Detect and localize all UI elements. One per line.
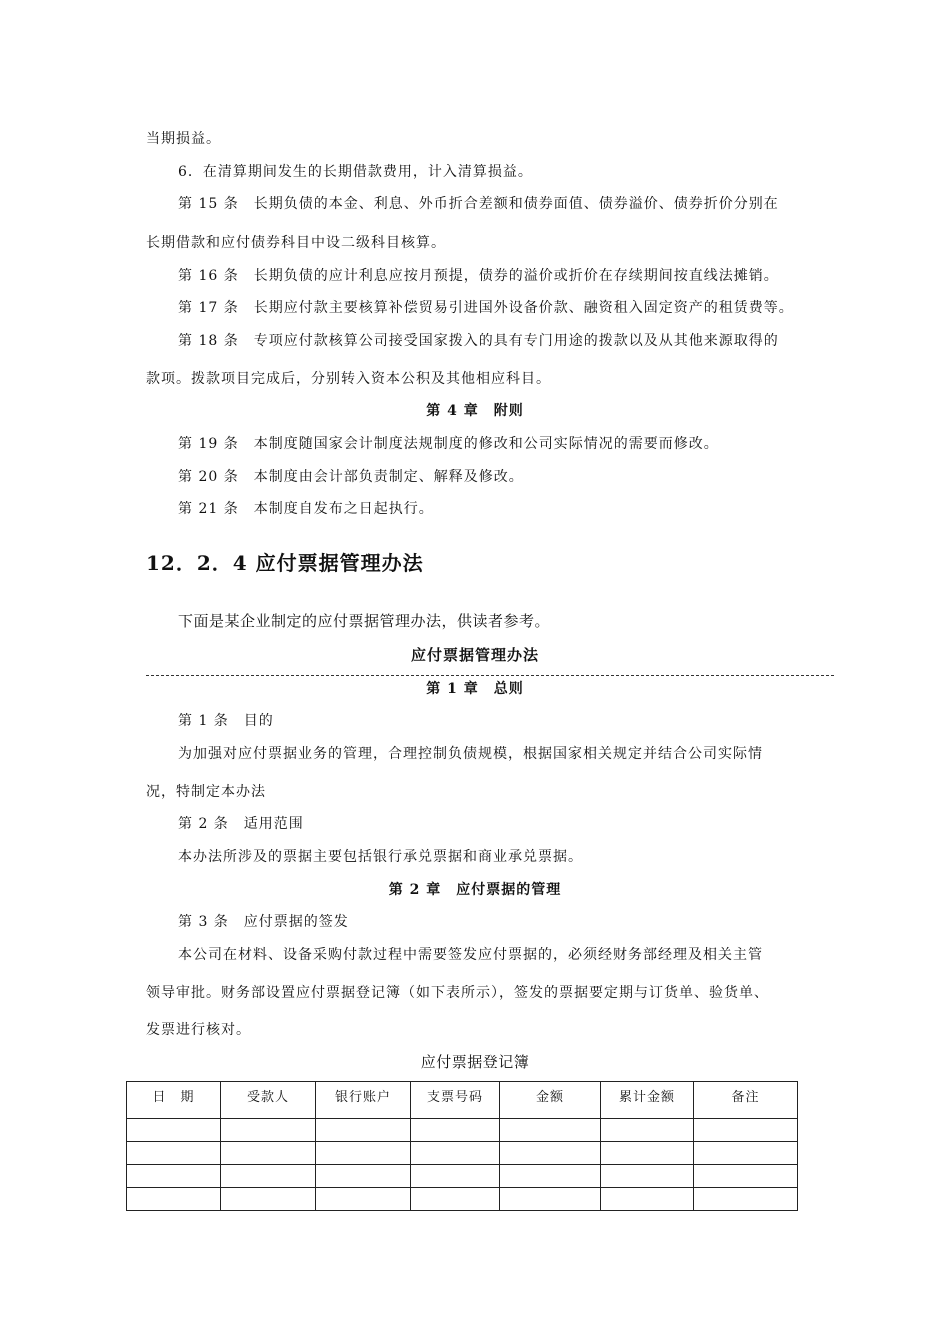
paragraph-line: 6．在清算期间发生的长期借款费用，计入清算损益。 (178, 164, 533, 180)
section-heading: 12．2．4 应付票据管理办法 (146, 551, 424, 575)
table-caption: 应付票据登记簿 (420, 1053, 530, 1071)
table-row (127, 1165, 798, 1188)
paragraph-line: 况，特制定本办法 (146, 784, 266, 800)
column-header: 累计金额 (601, 1082, 694, 1119)
paragraph-line: 领导审批。财务部设置应付票据登记簿（如下表所示），签发的票据要定期与订货单、验货单、 (146, 985, 769, 1001)
column-header: 日 期 (127, 1082, 221, 1119)
article-15-line: 第 15 条 长期负债的本金、利息、外币折合差额和债券面值、债券溢价、债券折价分别在 (178, 196, 779, 212)
article-16-line: 第 16 条 长期负债的应计利息应按月预提，债券的溢价或折价在存续期间按直线法摊销。 (178, 268, 779, 284)
article-17-line: 第 17 条 长期应付款主要核算补偿贸易引进国外设备价款、融资租入固定资产的租赁费等。 (178, 300, 794, 316)
article-1-title: 第 1 条 目的 (178, 713, 274, 729)
paragraph-line: 本公司在材料、设备采购付款过程中需要签发应付票据的，必须经财务部经理及相关主管 (178, 947, 763, 963)
intro-text: 下面是某企业制定的应付票据管理办法，供读者参考。 (178, 612, 551, 630)
table-row (127, 1119, 798, 1142)
chapter-1-heading: 第 1 章 总则 (426, 681, 524, 697)
chapter-4-heading: 第 4 章 附则 (426, 403, 524, 419)
article-2-title: 第 2 条 适用范围 (178, 816, 304, 832)
paragraph-line: 本办法所涉及的票据主要包括银行承兑票据和商业承兑票据。 (178, 849, 583, 865)
article-3-title: 第 3 条 应付票据的签发 (178, 914, 349, 930)
column-header: 金额 (500, 1082, 601, 1119)
doc-title: 应付票据管理办法 (410, 646, 539, 664)
column-header: 支票号码 (411, 1082, 500, 1119)
table-header-row (127, 1082, 798, 1119)
paragraph-line: 款项。拨款项目完成后，分别转入资本公积及其他相应科目。 (146, 371, 551, 387)
chapter-2-heading: 第 2 章 应付票据的管理 (388, 882, 562, 898)
article-20-line: 第 20 条 本制度由会计部负责制定、解释及修改。 (178, 469, 524, 485)
paragraph-line: 当期损益。 (146, 131, 221, 147)
dashed-divider (146, 675, 834, 676)
table-row (127, 1188, 798, 1211)
paragraph-line: 为加强对应付票据业务的管理，合理控制负债规模，根据国家相关规定并结合公司实际情 (178, 746, 763, 762)
column-header: 受款人 (221, 1082, 316, 1119)
column-header: 银行账户 (316, 1082, 411, 1119)
table-row (127, 1142, 798, 1165)
article-18-line: 第 18 条 专项应付款核算公司接受国家拨入的具有专门用途的拨款以及从其他来源取得的 (178, 333, 779, 349)
article-19-line: 第 19 条 本制度随国家会计制度法规制度的修改和公司实际情况的需要而修改。 (178, 436, 719, 452)
register-table (126, 1081, 798, 1211)
column-header: 备注 (694, 1082, 798, 1119)
paragraph-line: 发票进行核对。 (146, 1022, 251, 1038)
paragraph-line: 长期借款和应付债券科目中设二级科目核算。 (146, 235, 446, 251)
article-21-line: 第 21 条 本制度自发布之日起执行。 (178, 501, 434, 517)
